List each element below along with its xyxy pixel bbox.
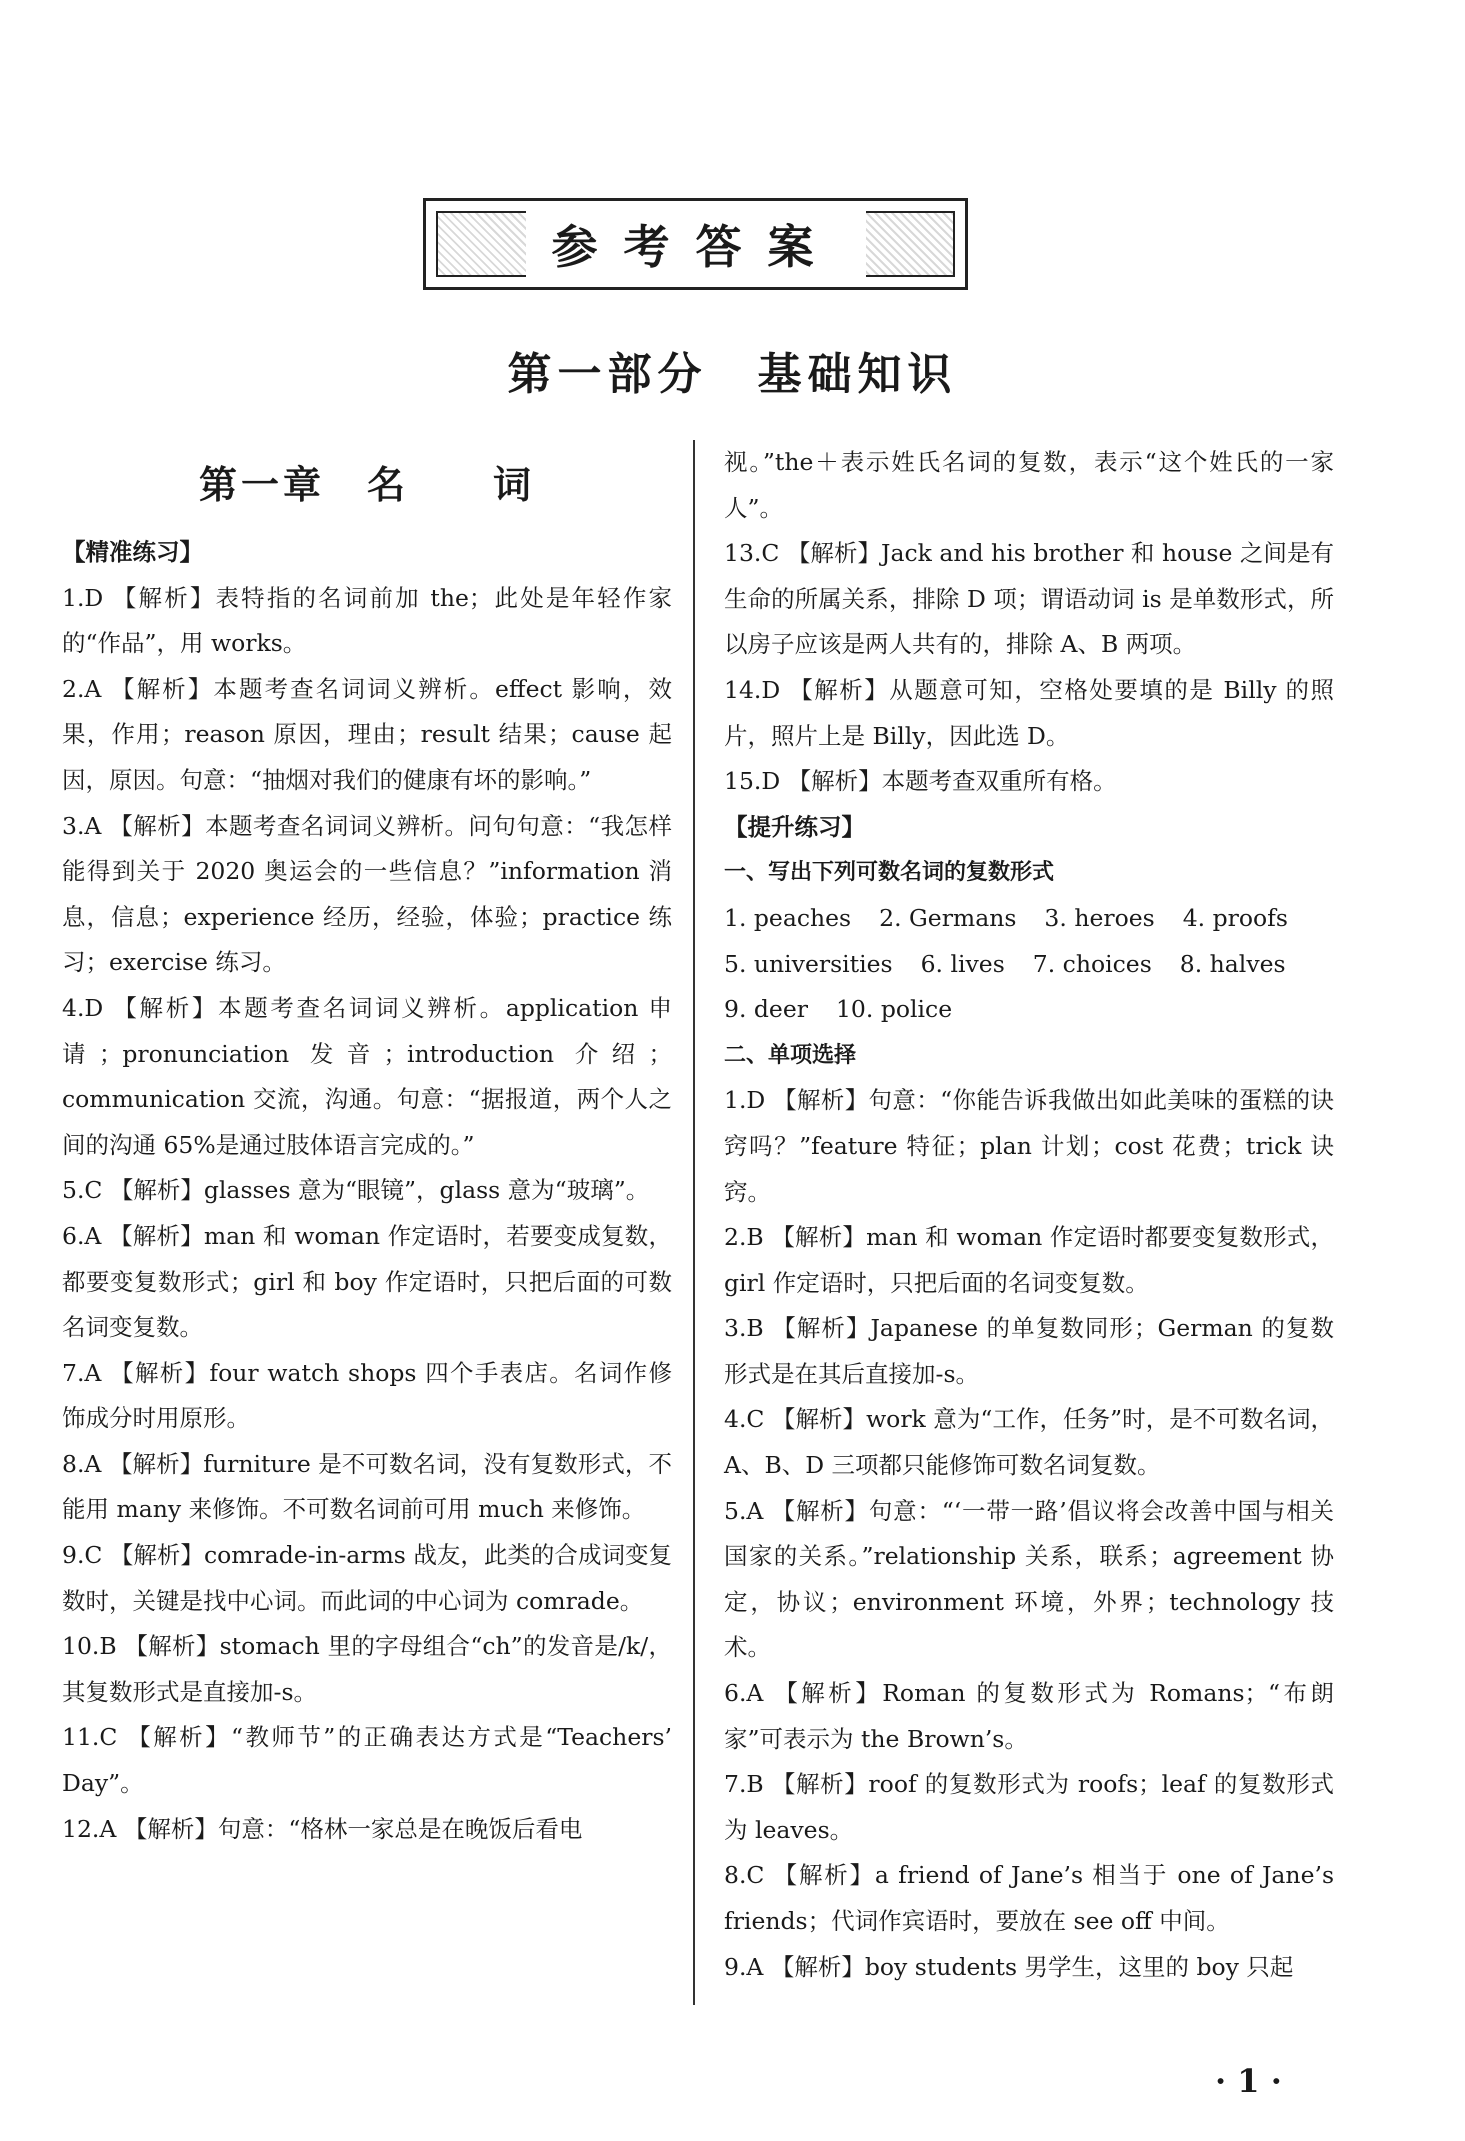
answer-item: 15.D 【解析】本题考查双重所有格。	[724, 767, 1117, 796]
chapter-title: 第一章 名 词	[198, 463, 535, 507]
plural-row	[724, 987, 1334, 1033]
answer-item: 12.A 【解析】句意：“格林一家总是在晚饭后看电	[62, 1814, 583, 1843]
answer-item: 4.D 【解析】本题考查名词词义辨析。application 申请；pronunciation 发音；introduction 介绍；communication 交流，沟通。句意：“据报道，两个人之间的沟通 65%是通过肢体语言完成的。”	[62, 993, 672, 1159]
answer-item: 14.D 【解析】从题意可知，空格处要填的是 Billy 的照片，照片上是 Billy，因此选 D。	[724, 675, 1334, 750]
page-number: · 1 ·	[1215, 2062, 1282, 2100]
answer-item: 9.A 【解析】boy students 男学生，这里的 boy 只起	[724, 1952, 1294, 1981]
answer-item: 视。”the＋表示姓氏名词的复数，表示“这个姓氏的一家人”。	[724, 448, 1334, 522]
plural-answer: 2. Germans	[879, 903, 1017, 932]
answer-item: 13.C 【解析】Jack and his brother 和 house 之间是有生命的所属关系，排除 D 项；谓语动词 is 是单数形式，所以房子应该是两人共有的，排除 A、B 两项。	[724, 539, 1334, 659]
plural-answer: 7. choices	[1032, 949, 1152, 978]
answer-item: 6.A 【解析】man 和 woman 作定语时，若要变成复数，都要变复数形式；girl 和 boy 作定语时，只把后面的可数名词变复数。	[62, 1221, 672, 1342]
right-answer-list	[724, 440, 1334, 805]
plural-answer: 9. deer	[724, 995, 808, 1024]
part2-title: 二、单项选择	[724, 1042, 857, 1068]
plural-answer: 3. heroes	[1044, 903, 1155, 932]
answer-item: 5.A 【解析】句意：“‘一带一路’倡议将会改善中国与相关国家的关系。”relationship 关系，联系；agreement 协定，协议；environment 环境，外界；technology 技术。	[724, 1496, 1334, 1662]
answer-item: 3.B 【解析】Japanese 的单复数同形；German 的复数形式是在其后直接加-s。	[724, 1314, 1334, 1388]
part-title: 第一部分 基础知识	[507, 349, 958, 400]
answer-item: 1.D 【解析】句意：“你能告诉我做出如此美味的蛋糕的诀窍吗？”feature 特征；plan 计划；cost 花费；trick 诀窍。	[724, 1086, 1334, 1206]
plural-answers	[724, 896, 1334, 1033]
answer-item: 8.A 【解析】furniture 是不可数名词，没有复数形式，不能用 many 来修饰。不可数名词前可用 much 来修饰。	[62, 1449, 672, 1524]
answer-item: 11.C 【解析】“教师节”的正确表达方式是“Teachers’ Day”。	[62, 1723, 672, 1798]
plural-row	[724, 942, 1334, 988]
column-divider	[693, 440, 695, 2005]
part1-title: 一、写出下列可数名词的复数形式	[724, 860, 1055, 886]
answer-item: 5.C 【解析】glasses 意为“眼镜”，glass 意为“玻璃”。	[62, 1176, 650, 1205]
choice-answer-list	[724, 1078, 1334, 1990]
answer-item: 7.A 【解析】four watch shops 四个手表店。名词作修饰成分时用原形。	[62, 1358, 672, 1433]
right-column	[724, 440, 1334, 1990]
plural-answer: 8. halves	[1179, 949, 1286, 978]
answer-title: 参考答案	[526, 209, 866, 279]
answer-title-banner	[423, 198, 968, 290]
answer-item: 10.B 【解析】stomach 里的字母组合“ch”的发音是/k/，其复数形式是直接加-s。	[62, 1632, 672, 1706]
answer-item: 3.A 【解析】本题考查名词词义辨析。问句句意：“我怎样能得到关于 2020 奥运会的一些信息？”information 消息，信息；experience 经历，经验，体验；practice 练习；exercise 练习。	[62, 811, 672, 977]
plural-answer: 6. lives	[920, 949, 1005, 978]
answer-item: 1.D 【解析】表特指的名词前加 the；此处是年轻作家的“作品”，用 works。	[62, 583, 672, 658]
section-precise: 【精准练习】	[62, 538, 203, 566]
plural-answer: 4. proofs	[1182, 903, 1288, 932]
answer-item: 4.C 【解析】work 意为“工作，任务”时，是不可数名词，A、B、D 三项都只能修饰可数名词复数。	[724, 1405, 1334, 1480]
plural-answer: 10. police	[835, 995, 953, 1024]
left-answer-list	[62, 576, 672, 1853]
answer-item: 8.C 【解析】a friend of Jane’s 相当于 one of Jane’s friends；代词作宾语时，要放在 see off 中间。	[724, 1861, 1334, 1935]
plural-row	[724, 896, 1334, 942]
plural-answer: 1. peaches	[724, 903, 852, 932]
answer-item: 7.B 【解析】roof 的复数形式为 roofs；leaf 的复数形式为 leaves。	[724, 1770, 1334, 1844]
left-column	[62, 440, 672, 1852]
section-improve: 【提升练习】	[724, 812, 865, 841]
answer-item: 9.C 【解析】comrade-in-arms 战友，此类的合成词变复数时，关键是找中心词。而此词的中心词为 comrade。	[62, 1541, 672, 1615]
answer-item: 2.B 【解析】man 和 woman 作定语时都要变复数形式，girl 作定语时，只把后面的名词变复数。	[724, 1223, 1334, 1297]
answer-item: 2.A 【解析】本题考查名词词义辨析。effect 影响，效果，作用；reason 原因，理由；result 结果；cause 起因，原因。句意：“抽烟对我们的健康有坏的影响。”	[62, 674, 672, 794]
plural-answer: 5. universities	[724, 949, 893, 978]
answer-item: 6.A 【解析】Roman 的复数形式为 Romans；“布朗家”可表示为 the Brown’s。	[724, 1679, 1334, 1753]
